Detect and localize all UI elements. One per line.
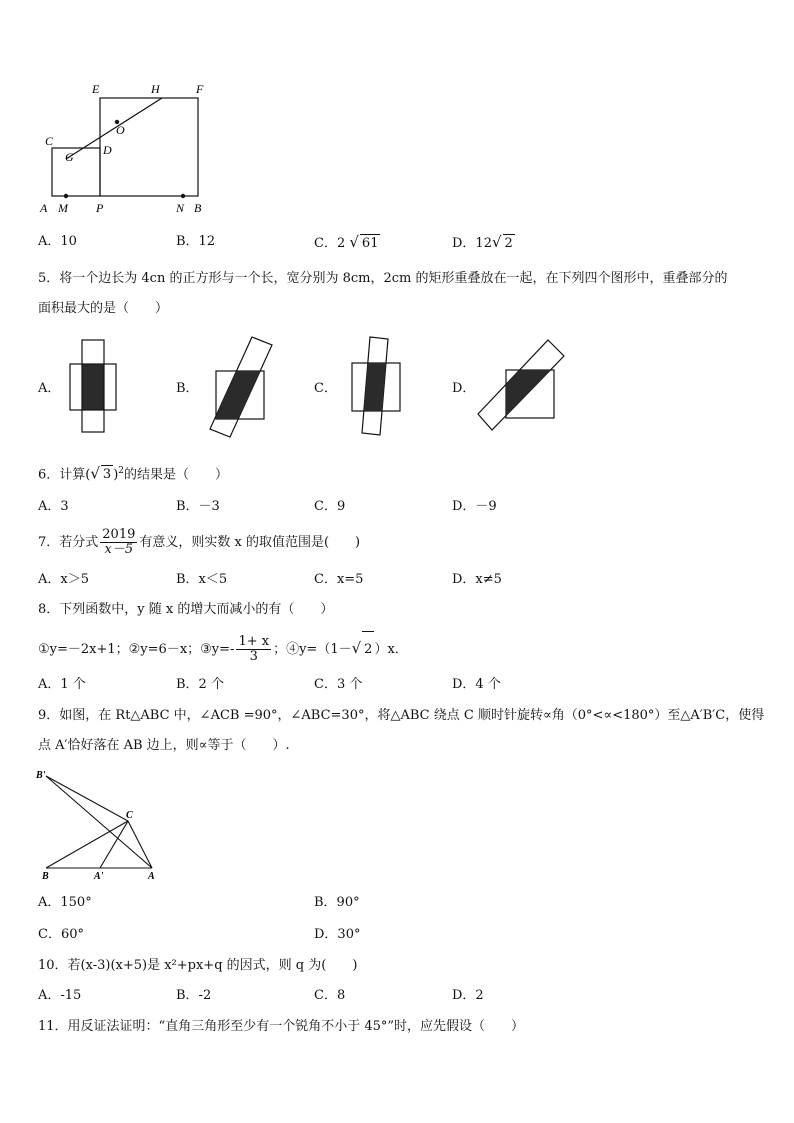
q10-option-d: D．2 [452, 988, 484, 1003]
q4-option-d [452, 233, 515, 253]
q10-option-b: B．-2 [176, 988, 212, 1003]
q4-option-c-label: C．2 [314, 236, 346, 251]
label-o: O [116, 123, 125, 137]
q4-option-d-radicand: 2 [504, 236, 513, 251]
q5-stem-line1: 5．将一个边长为 4cn 的正方形与一个长，宽分别为 8cm，2cm 的矩形重叠放在一起，在下列四个图形中，重叠部分的 [38, 271, 728, 286]
q5-option-d: D． [452, 381, 476, 396]
q10-option-c: C．8 [314, 988, 346, 1003]
point-n [181, 194, 185, 198]
q5-figure-b [208, 335, 278, 439]
q5-option-c: C． [314, 381, 337, 396]
segment-gh [66, 98, 162, 159]
label-d: D [103, 143, 112, 157]
q7-option-d: D．x≠5 [452, 572, 502, 587]
q7-suffix: 有意义，则实数 x 的取值范围是( ) [139, 535, 361, 550]
q5-option-b: B． [176, 381, 199, 396]
q8-option-a: A．1 个 [38, 677, 86, 692]
label-g: G [65, 150, 74, 164]
q7-option-a: A．x＞5 [38, 572, 89, 587]
sqrt-sign: √ [90, 464, 100, 483]
label-n: N [176, 201, 185, 215]
q5-figure-d [476, 338, 572, 434]
label-b: B [42, 871, 49, 882]
label-c: C [45, 134, 54, 148]
q7-prefix: 7．若分式 [38, 535, 99, 550]
q8-fraction [236, 635, 271, 664]
sqrt-sign: √ [491, 233, 502, 251]
label-a: A [40, 201, 48, 215]
q5-figure-a [68, 338, 128, 436]
label-h: H [151, 82, 160, 96]
q9-option-c: C．60° [38, 927, 84, 942]
q6-suffix: 的结果是（ ） [124, 467, 229, 483]
q8-functions-part2: ；④y=（1－ [273, 642, 352, 657]
q11-stem: 11．用反证法证明：“直角三角形至少有一个锐角不小于 45°”时，应先假设（ ） [38, 1019, 525, 1034]
label-m: M [58, 201, 68, 215]
q8-numerator: 1+ x [238, 634, 270, 649]
q4-option-c-radicand: 61 [361, 236, 379, 251]
q6-prefix: 6．计算 [38, 467, 86, 483]
q8-denominator: 3 [249, 649, 258, 664]
q8-option-b: B．2 个 [176, 677, 224, 692]
q4-figure [30, 78, 220, 218]
label-a-prime: A' [94, 871, 104, 882]
q4-option-c [314, 233, 380, 253]
q6-option-b: B．－3 [176, 499, 220, 514]
label-p: P [96, 201, 104, 215]
point-m [64, 194, 68, 198]
q5-option-a: A． [38, 381, 61, 396]
label-a: A [148, 871, 155, 882]
q9-figure [34, 766, 174, 882]
q6-stem: 6．计算(√ 3 )$^2$的结果是（ ） [38, 464, 229, 483]
q9-option-b: B．90° [314, 895, 360, 910]
label-f: F [196, 82, 204, 96]
q8-functions-part1: ①y=－2x+1；②y=6－x；③y=- [38, 642, 235, 657]
q7-option-b: B．x＜5 [176, 572, 228, 587]
q10-stem: 10．若(x-3)(x+5)是 x²+px+q 的因式，则 q 为( ) [38, 958, 358, 973]
q9-stem-line2: 点 A′恰好落在 AB 边上，则∝等于（ ）. [38, 738, 290, 753]
label-e: E [92, 82, 100, 96]
q8-functions [38, 630, 408, 668]
square-cdap [52, 148, 100, 196]
q6-option-a: A．3 [38, 499, 69, 514]
q7-option-c: C．x=5 [314, 572, 364, 587]
sqrt-sign: √ [351, 639, 362, 657]
q4-option-d-label: D．12 [452, 236, 492, 251]
q7-stem [38, 526, 360, 560]
q9-option-d: D．30° [314, 927, 361, 942]
q9-option-a: A．150° [38, 895, 92, 910]
q6-option-c: C．9 [314, 499, 346, 514]
q8-option-c: C．3 个 [314, 677, 363, 692]
q9-stem-line1: 9．如图，在 Rt△ABC 中，∠ACB =90°，∠ABC=30°，将△ABC 绕点 C 顺时针旋转∝角（0°<∝<180°）至△A′B′C，使得 [38, 708, 765, 723]
q7-fraction [100, 528, 137, 557]
q7-denominator: x－5 [104, 542, 134, 557]
q8-stem: 8．下列函数中，y 随 x 的增大而减小的有（ ） [38, 602, 334, 617]
q8-option-d: D．4 个 [452, 677, 501, 692]
q5-stem-line2: 面积最大的是（ ） [38, 301, 169, 316]
label-b-prime: B' [36, 770, 46, 781]
square-efbp [100, 98, 198, 196]
q8-radicand: 2 [362, 631, 374, 668]
label-b: B [194, 201, 202, 215]
q5-figure-c [346, 335, 406, 439]
q8-functions-part3: ）x． [374, 642, 408, 657]
q6-option-d: D．－9 [452, 499, 497, 514]
q6-exponent: 2 [118, 466, 125, 476]
q6-radicand: 3 [102, 467, 112, 483]
sqrt-sign: √ [349, 233, 359, 251]
q4-option-b: B．12 [176, 234, 216, 249]
q4-option-a: A．10 [38, 234, 77, 249]
q7-numerator: 2019 [102, 527, 136, 542]
label-c: C [126, 810, 133, 821]
q10-option-a: A．-15 [38, 988, 82, 1003]
